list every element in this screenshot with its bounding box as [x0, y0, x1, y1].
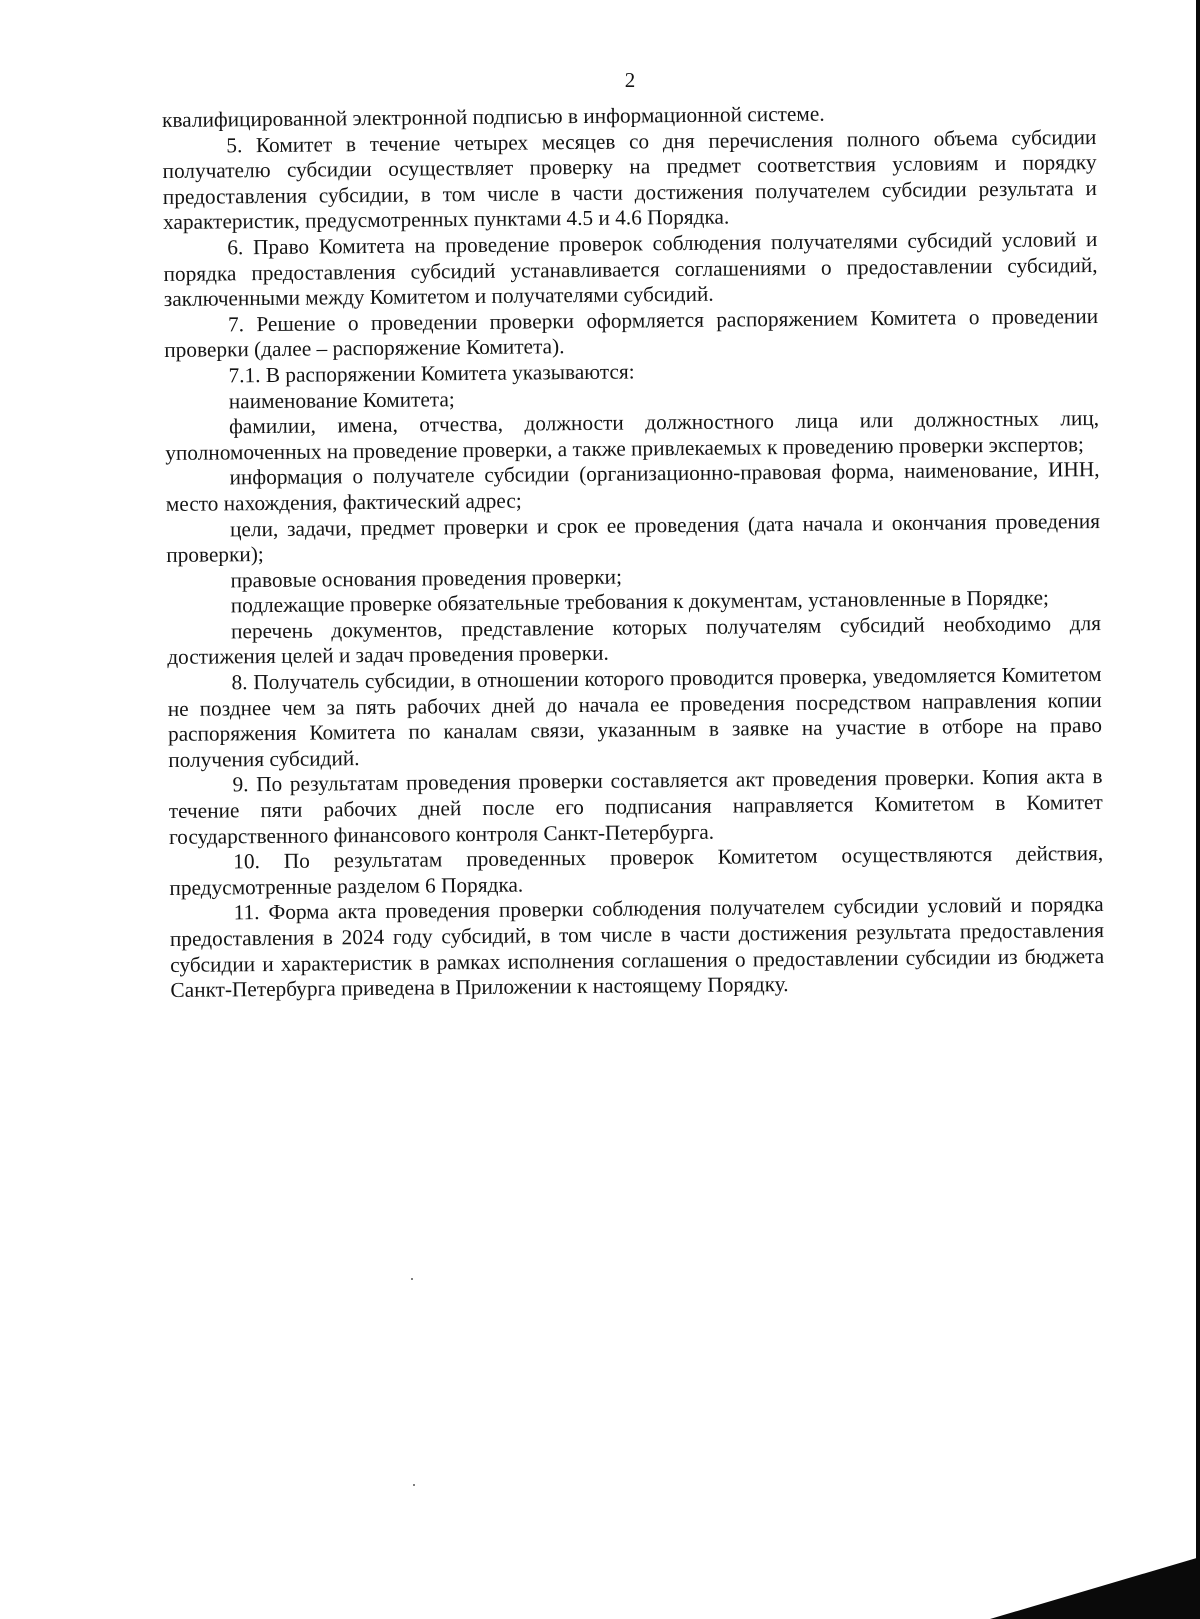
paragraph-6: 6. Право Комитета на проведение проверок соблюдения получателями субсидий условий и порядка предоставления субсидий устанавливается соглашениями о предоставлении субсидий, заключенными между Комитетом и получателями субсидий.: [163, 226, 1098, 312]
paragraph-8: 8. Получатель субсидии, в отношении которого проводится проверка, уведомляется Комитетом не позднее чем за пять рабочих дней до начала ее проведения посредством направления копии распоряжения Комитета по каналам связи, указанным в заявке на участие в отборе на право получения субсидий.: [167, 662, 1103, 772]
scan-right-edge: [1196, 0, 1200, 1619]
paragraph-11: 11. Форма акта проведения проверки соблюдения получателем субсидии условий и порядка предоставления в 2024 году субсидий, в том числе в части достижения результата предоставления субсидии и характеристик в рамках исполнения соглашения о предоставлении субсидии из бюджета Санкт-Петербурга приведена в Приложении к настоящему Порядку.: [169, 892, 1105, 1003]
list-item-documents: перечень документов, представление которых получателям субсидий необходимо для достижения целей и задач проведения проверки.: [167, 610, 1102, 670]
list-item-committee-name: наименование Комитета;: [228, 386, 455, 413]
list-item-goals: цели, задачи, предмет проверки и срок ее проведения (дата начала и окончания проведения проверки);: [166, 508, 1101, 568]
paragraph-continuation: квалифицированной электронной подписью в информационной системе.: [162, 101, 825, 132]
paragraph-10: 10. По результатам проведенных проверок Комитетом осуществляются действия, предусмотренные разделом 6 Порядка.: [169, 841, 1104, 900]
scan-corner-shadow: [990, 1557, 1200, 1619]
list-item-requirements: подлежащие проверке обязательные требования к документам, установленные в Порядке;: [230, 585, 1050, 618]
list-item-officials: фамилии, имена, отчества, должности должностного лица или должностных лиц, уполномоченных на проведение проверки, а также привлекаемых к проведению проверки экспертов;: [165, 406, 1100, 465]
paragraph-9: 9. По результатам проведения проверки составляется акт проведения проверки. Копия акта в течение пяти рабочих дней после его подписания направляется Комитетом в Комитет государственного финансового контроля Санкт-Петербурга.: [168, 764, 1103, 849]
paragraph-5: 5. Комитет в течение четырех месяцев со дня перечисления полного объема субсидии получателю субсидии осуществляет проверку на предмет соответствия условиям и порядку предоставления субсидии, в том числе в части достижения получателем субсидии результата и характеристик, предусмотренных пунктами 4.5 и 4.6 Порядка.: [162, 124, 1097, 235]
list-item-recipient-info: информация о получателе субсидии (организационно-правовая форма, наименование, ИНН, место нахождения, фактический адрес;: [165, 457, 1100, 516]
scan-speck: [411, 1278, 413, 1280]
paragraph-7: 7. Решение о проведении проверки оформляется распоряжением Комитета о проведении проверки (далее – распоряжение Комитета).: [164, 303, 1099, 363]
list-item-legal-grounds: правовые основания проведения проверки;: [230, 564, 623, 593]
document-body: [162, 99, 1105, 1004]
paragraph-7-1: 7.1. В распоряжении Комитета указываются:: [228, 359, 635, 388]
scan-speck: [413, 1484, 415, 1486]
page-number: 2: [624, 68, 636, 92]
